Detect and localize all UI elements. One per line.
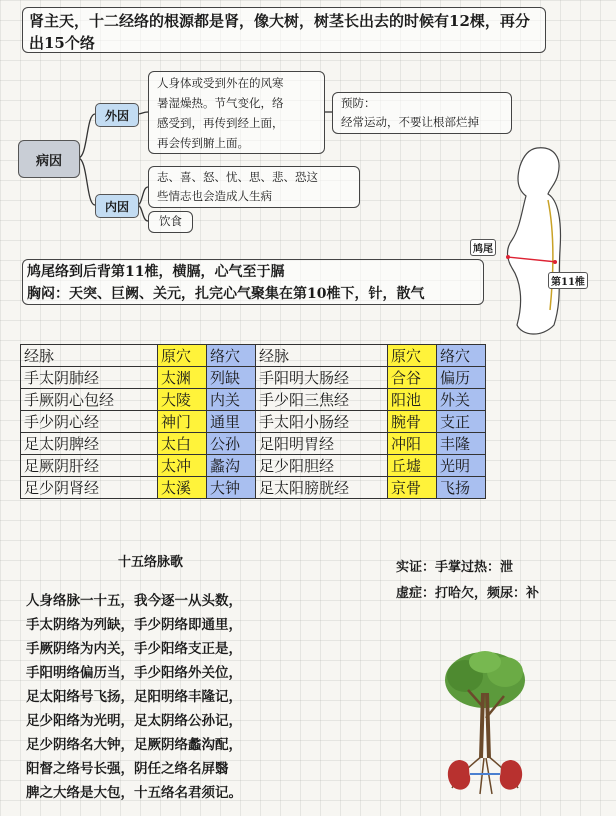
header-meridian: 经脉: [256, 345, 388, 367]
table-row: [21, 367, 486, 389]
meridian-cell: 足少阳胆经: [256, 455, 388, 477]
yuan-cell: 神门: [158, 411, 207, 433]
header-luo-point: 络穴: [437, 345, 486, 367]
yuan-cell: 京骨: [388, 477, 437, 499]
meridian-cell: 手太阳小肠经: [256, 411, 388, 433]
luo-cell: 大钟: [207, 477, 256, 499]
symptom-notes: [396, 555, 539, 607]
luo-cell: 丰隆: [437, 433, 486, 455]
detail-line: 暑湿燥热。节气变化，络: [157, 96, 284, 110]
jiuwei-line: 胸闷：天突、巨阙、关元，扎完心气聚集在第10椎下，针，散气: [27, 286, 425, 302]
verse-line: 阳督之络号长强，阴任之络名屏翳: [26, 761, 229, 777]
meridian-cell: 足厥阴肝经: [21, 455, 158, 477]
kidney-tree-icon: [430, 648, 540, 798]
header-yuan-point: 原穴: [158, 345, 207, 367]
excess-syndrome-note: 实证：手掌过热：泄: [396, 560, 514, 575]
luo-cell: 通里: [207, 411, 256, 433]
table-row: [21, 433, 486, 455]
table-row: [21, 477, 486, 499]
luo-cell: 外关: [437, 389, 486, 411]
table-row: [21, 389, 486, 411]
jiuwei-note: [22, 259, 484, 305]
external-cause-node: [95, 103, 139, 127]
table-header-row: [21, 345, 486, 367]
diet-label: 饮食: [159, 214, 182, 228]
meridian-cell: 手阳明大肠经: [256, 367, 388, 389]
meridian-cell: 手太阴肺经: [21, 367, 158, 389]
meridian-cell: 足太阴脾经: [21, 433, 158, 455]
header-luo-point: 络穴: [207, 345, 256, 367]
meridian-cell: 手少阳三焦经: [256, 389, 388, 411]
verse-line: 手阳明络偏历当，手少阳络外关位，: [26, 665, 242, 681]
deficiency-syndrome-note: 虚症：打哈欠，频尿：补: [396, 586, 540, 601]
verse-line: 足少阴络名大钟，足厥阴络蠡沟配，: [26, 737, 242, 753]
detail-line: 人身体或受到外在的风寒: [157, 76, 284, 90]
cause-root-label: 病因: [35, 153, 62, 169]
meridian-cell: 足太阳膀胱经: [256, 477, 388, 499]
yuan-cell: 太溪: [158, 477, 207, 499]
yuan-cell: 太冲: [158, 455, 207, 477]
tailbone-tag: 鸠尾: [470, 239, 496, 256]
verse-line: 手太阴络为列缺，手少阴络即通里，: [26, 617, 242, 633]
verse-line: 脾之大络是大包，十五络名君须记。: [26, 785, 242, 801]
emotion-cause-note: [148, 166, 360, 208]
yuan-cell: 阳池: [388, 389, 437, 411]
verse-line: 人身络脉一十五，我今逐一从头数，: [26, 593, 242, 609]
yuan-cell: 太白: [158, 433, 207, 455]
table-row: [21, 411, 486, 433]
header-yuan-point: 原穴: [388, 345, 437, 367]
detail-line: 感受到，再传到经上面，: [157, 116, 284, 130]
song-title: 十五络脉歌: [118, 555, 184, 570]
emotion-line: 些情志也会造成人生病: [157, 189, 272, 203]
verse-line: 足少阳络为光明，足太阴络公孙记，: [26, 713, 242, 729]
emotion-line: 志、喜、怒、忧、思、悲、恐这: [157, 170, 318, 184]
table-row: [21, 455, 486, 477]
vertebra-tag: 第11椎: [548, 272, 588, 289]
meridian-cell: 手厥阴心包经: [21, 389, 158, 411]
prevention-note: [332, 92, 512, 134]
diet-cause-note: [148, 211, 193, 233]
luo-cell: 列缺: [207, 367, 256, 389]
yuan-cell: 冲阳: [388, 433, 437, 455]
verse-line: 手厥阴络为内关，手少阳络支正是，: [26, 641, 242, 657]
meridian-cell: 足阳明胃经: [256, 433, 388, 455]
prevention-text: 经常运动，不要让根部烂掉: [341, 115, 479, 129]
yuan-cell: 腕骨: [388, 411, 437, 433]
verse-line: 足太阳络号飞扬，足阳明络丰隆记，: [26, 689, 242, 705]
meridian-table: [20, 344, 486, 499]
intro-text: 肾主天，十二经络的根源都是肾，像大树，树茎长出去的时候有12棵，再分出15个络: [29, 12, 530, 52]
internal-cause-label: 内因: [104, 199, 129, 214]
prevention-title: 预防：: [341, 96, 376, 110]
detail-line: 再会传到腑上面。: [157, 136, 249, 150]
internal-cause-node: [95, 194, 139, 218]
luo-cell: 支正: [437, 411, 486, 433]
external-cause-label: 外因: [104, 108, 129, 123]
meridian-cell: 足少阴肾经: [21, 477, 158, 499]
meridian-cell: 手少阴心经: [21, 411, 158, 433]
luo-cell: 偏历: [437, 367, 486, 389]
external-cause-detail: [148, 71, 325, 154]
luo-cell: 飞扬: [437, 477, 486, 499]
jiuwei-line: 鸠尾络到后背第11椎，横膈，心气至于膈: [27, 264, 285, 280]
yuan-cell: 合谷: [388, 367, 437, 389]
yuan-cell: 丘墟: [388, 455, 437, 477]
yuan-cell: 大陵: [158, 389, 207, 411]
cause-root-node: [18, 140, 80, 178]
luo-cell: 公孙: [207, 433, 256, 455]
luo-cell: 内关: [207, 389, 256, 411]
header-meridian: 经脉: [21, 345, 158, 367]
luo-cell: 蠡沟: [207, 455, 256, 477]
song-verse: [26, 589, 242, 805]
luo-cell: 光明: [437, 455, 486, 477]
yuan-cell: 太渊: [158, 367, 207, 389]
